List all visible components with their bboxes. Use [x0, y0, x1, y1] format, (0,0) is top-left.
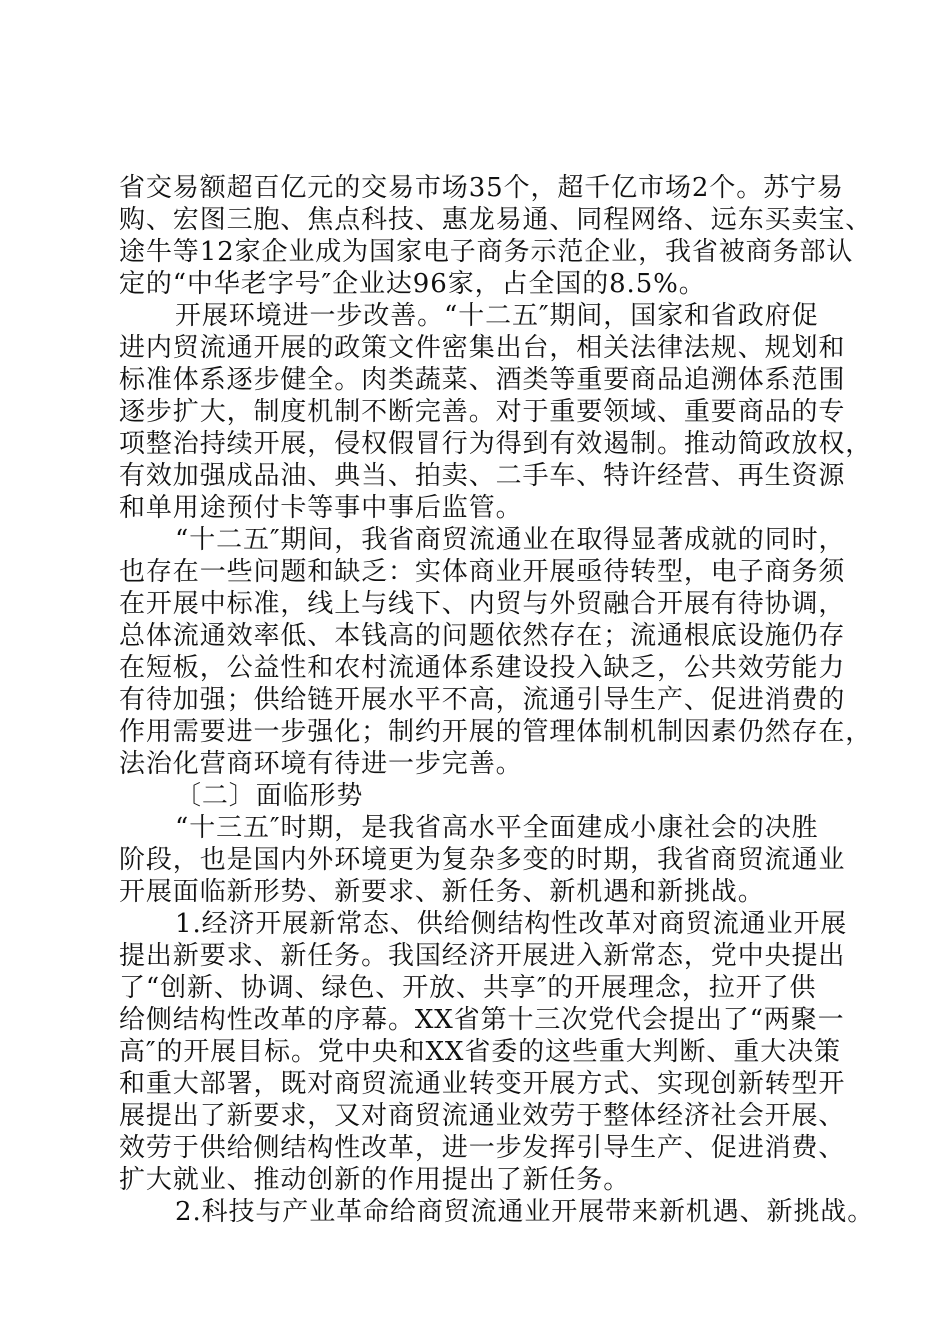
text-line: 标准体系逐步健全。肉类蔬菜、酒类等重要商品追溯体系范围 — [119, 365, 846, 395]
text-line: 了“创新、协调、绿色、开放、共享″的开展理念，拉开了供 — [119, 973, 817, 1003]
text-line: 展提出了新要求，又对商贸流通业效劳于整体经济社会开展、 — [119, 1101, 846, 1131]
section-heading: 〔二〕面临形势 — [175, 781, 364, 811]
text-line: 购、宏图三胞、焦点科技、惠龙易通、同程网络、远东买卖宝、 — [119, 205, 873, 235]
text-line: 提出新要求、新任务。我国经济开展进入新常态，党中央提出 — [119, 941, 846, 971]
text-line: 阶段，也是国内外环境更为复杂多变的时期，我省商贸流通业 — [119, 845, 846, 875]
text-line: 高″的开展目标。党中央和XX省委的这些重大判断、重大决策 — [119, 1037, 841, 1067]
text-line: 在短板，公益性和农村流通体系建设投入缺乏，公共效劳能力 — [119, 653, 846, 683]
text-line: 有效加强成品油、典当、拍卖、二手车、特许经营、再生资源 — [119, 461, 846, 491]
text-line: 逐步扩大，制度机制不断完善。对于重要领域、重要商品的专 — [119, 397, 846, 427]
paragraph-start-line: 开展环境进一步改善。“十二五″期间，国家和省政府促 — [175, 301, 819, 331]
text-line: 给侧结构性改革的序幕。XX省第十三次党代会提出了“两聚一 — [119, 1005, 845, 1035]
paragraph-start-line: “十二五″期间，我省商贸流通业在取得显著成就的同时， — [175, 525, 846, 555]
text-line: 有待加强；供给链开展水平不高，流通引导生产、促进消费的 — [119, 685, 846, 715]
paragraph-start-line: 1.经济开展新常态、供给侧结构性改革对商贸流通业开展 — [175, 909, 848, 939]
text-line: 途牛等12家企业成为国家电子商务示范企业，我省被商务部认 — [119, 237, 854, 267]
text-line: 作用需要进一步强化；制约开展的管理体制机制因素仍然存在， — [119, 717, 873, 747]
text-line: 法治化营商环境有待进一步完善。 — [119, 749, 523, 779]
document-body — [119, 172, 875, 1228]
text-line: 项整治持续开展，侵权假冒行为得到有效遏制。推动简政放权， — [119, 429, 873, 459]
paragraph-start-line: 2.科技与产业革命给商贸流通业开展带来新机遇、新挑战。 — [175, 1197, 875, 1227]
text-line: 也存在一些问题和缺乏：实体商业开展亟待转型，电子商务须 — [119, 557, 846, 587]
text-line: 开展面临新形势、新要求、新任务、新机遇和新挑战。 — [119, 877, 765, 907]
text-line: 定的“中华老字号″企业达96家，占全国的8.5%。 — [119, 269, 706, 299]
text-line: 和重大部署，既对商贸流通业转变开展方式、实现创新转型开 — [119, 1069, 846, 1099]
paragraph-start-line: “十三五″时期，是我省高水平全面建成小康社会的决胜 — [175, 813, 819, 843]
text-line: 总体流通效率低、本钱高的问题依然存在；流通根底设施仍存 — [119, 621, 846, 651]
text-line: 省交易额超百亿元的交易市场35个，超千亿市场2个。苏宁易 — [119, 173, 844, 203]
text-line: 在开展中标准，线上与线下、内贸与外贸融合开展有待协调， — [119, 589, 846, 619]
text-line: 扩大就业、推动创新的作用提出了新任务。 — [119, 1165, 631, 1195]
text-line: 效劳于供给侧结构性改革，进一步发挥引导生产、促进消费、 — [119, 1133, 846, 1163]
text-line: 进内贸流通开展的政策文件密集出台，相关法律法规、规划和 — [119, 333, 846, 363]
text-line: 和单用途预付卡等事中事后监管。 — [119, 493, 523, 523]
